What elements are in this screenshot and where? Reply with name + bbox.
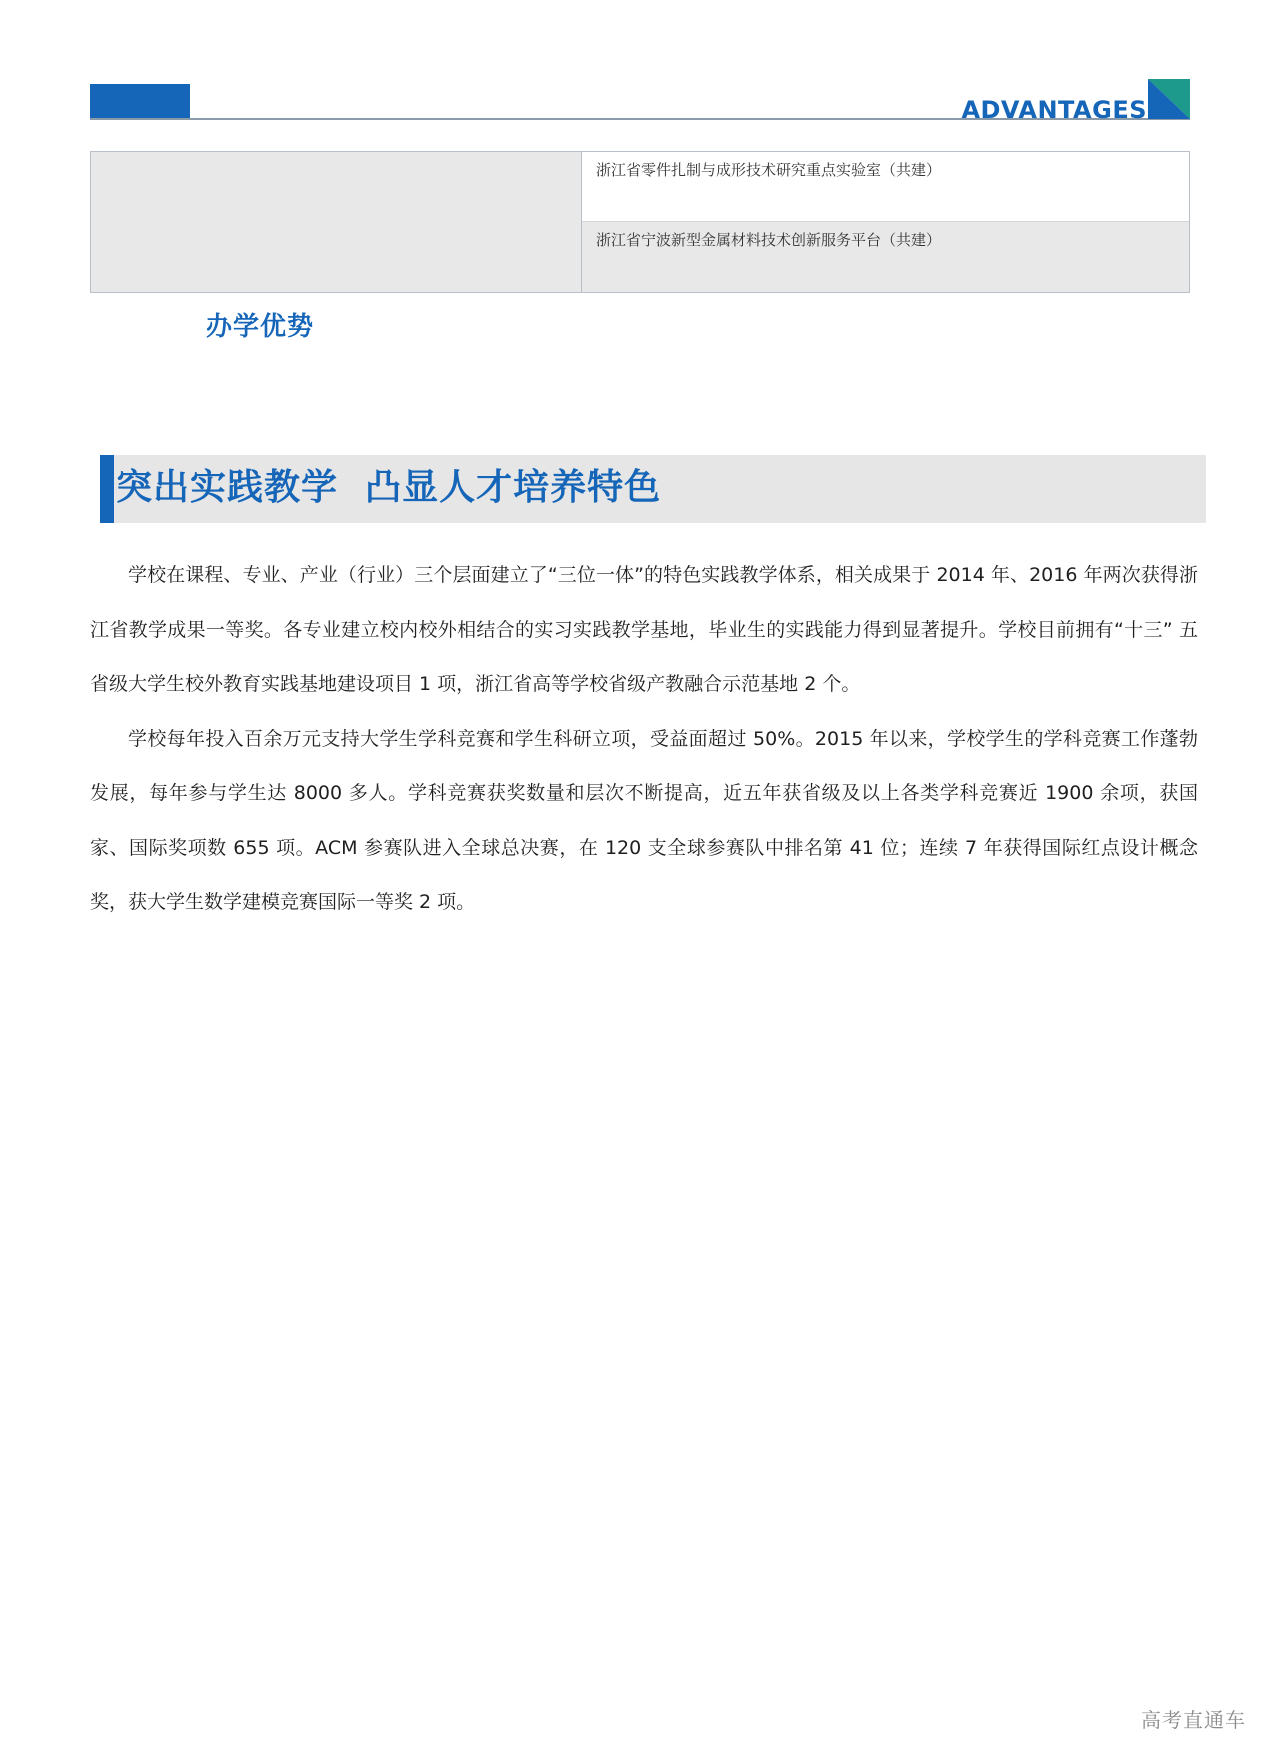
lab-table: [90, 151, 1190, 293]
lab-table-row: [582, 222, 1189, 292]
lab-table-row: [582, 152, 1189, 222]
section-heading-accent: [100, 455, 114, 523]
paragraph: 学校在课程、专业、产业（行业）三个层面建立了“三位一体”的特色实践教学体系，相关成果于 2014 年、2016 年两次获得浙江省教学成果一等奖。各专业建立校内校外相结合的实习实践教学基地，毕业生的实践能力得到显著提升。学校目前拥有“十三” 五省级大学生校外教育实践基地建设项目 1 项，浙江省高等学校省级产教融合示范基地 2 个。: [90, 564, 1198, 695]
lab-table-cell: 浙江省宁波新型金属材料技术创新服务平台（共建）: [596, 231, 942, 249]
corner-triangle-icon: [1148, 79, 1190, 119]
body-text: [90, 548, 1198, 930]
watermark: 高考直通车: [1141, 1708, 1246, 1732]
section-heading-bar: [100, 455, 1206, 523]
header-accent-block: [90, 84, 190, 118]
lab-table-left-cell: [91, 152, 582, 292]
paragraph: 学校每年投入百余万元支持大学生学科竞赛和学生科研立项，受益面超过 50%。2015 年以来，学校学生的学科竞赛工作蓬勃发展，每年参与学生达 8000 多人。学科竞赛获奖数量和层次不断提高，近五年获省级及以上各类学科竞赛近 1900 余项，获国家、国际奖项数 655 项。ACM 参赛队进入全球总决赛，在 120 支全球参赛队中排名第 41 位；连续 7 年获得国际红点设计概念奖，获大学生数学建模竞赛国际一等奖 2 项。: [90, 727, 1198, 913]
header-title: ADVANTAGES: [961, 96, 1147, 124]
lab-table-cell: 浙江省零件扎制与成形技术研究重点实验室（共建）: [596, 161, 942, 179]
section-heading-title: 突出实践教学 凸显人才培养特色: [116, 467, 662, 508]
subheading: 办学优势: [206, 312, 315, 342]
